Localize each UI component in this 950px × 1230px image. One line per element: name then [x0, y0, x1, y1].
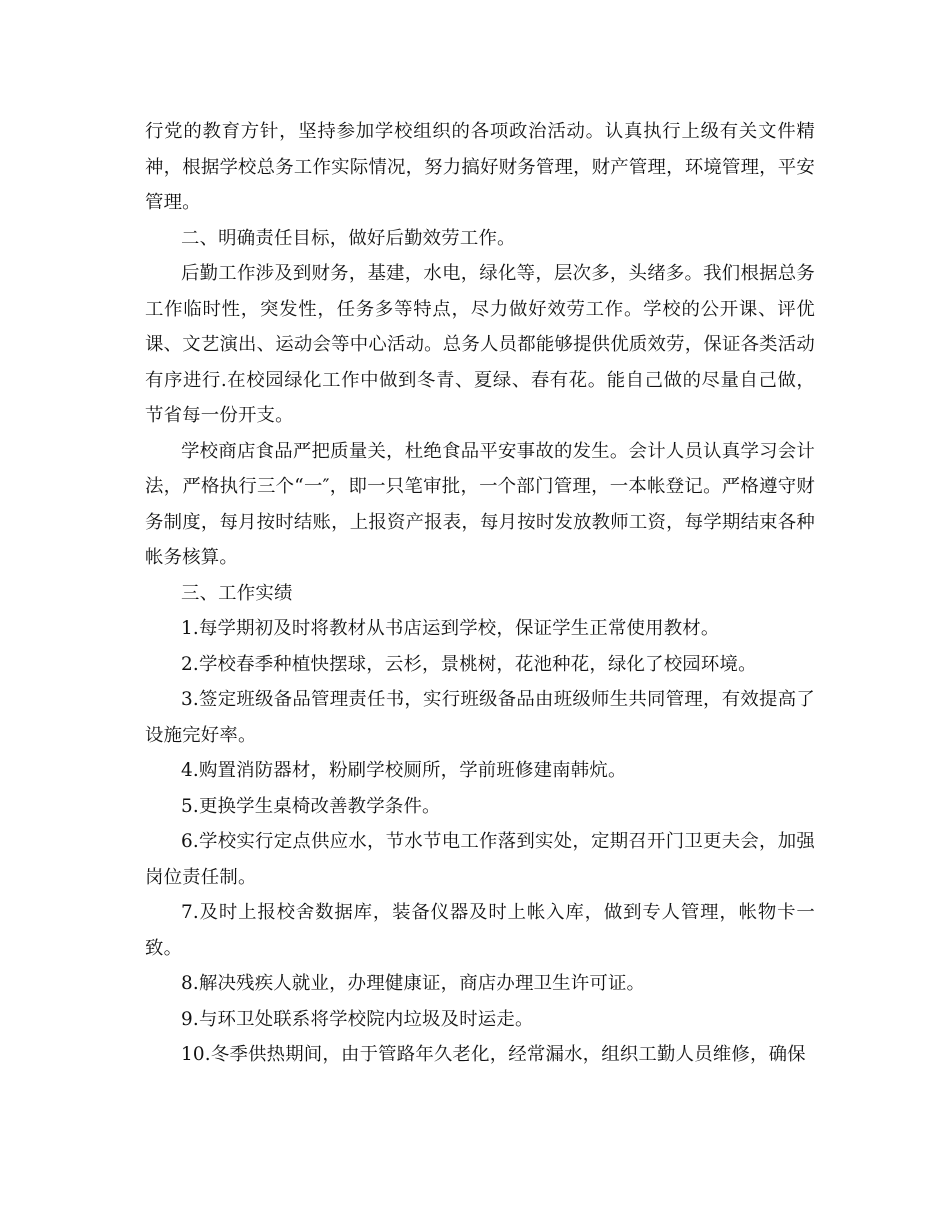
list-item-4: 4.购置消防器材，粉刷学校厕所，学前班修建南韩炕。 — [181, 760, 627, 781]
paragraph-logistics-service: 后勤工作涉及到财务，基建，水电，绿化等，层次多，头绪多。我们根据总务工作临时性，突发性，任务多等特点，尽力做好效劳工作。学校的公开课、评优课、文艺演出、运动会等中心活动。总务人员都能够提供优质效劳，保证各类活动有序进行.在校园绿化工作中做到冬青、夏绿、春有花。能自己做的尽量自己做，节省每一份开支。 — [145, 263, 815, 426]
list-item-3: 3.签定班级备品管理责任书，实行班级备品由班级师生共同管理，有效提高了设施完好率。 — [145, 689, 815, 746]
list-item-5: 5.更换学生桌椅改善教学条件。 — [181, 795, 441, 817]
list-item-1: 1.每学期初及时将教材从书店运到学校，保证学生正常使用教材。 — [181, 618, 720, 639]
list-item-9: 9.与环卫处联系将学校院内垃圾及时运走。 — [181, 1008, 534, 1030]
paragraph-shop-accounting: 学校商店食品严把质量关，杜绝食品平安事故的发生。会计人员认真学习会计法，严格执行三个“一″，即一只笔审批，一个部门管理，一本帐登记。严格遵守财务制度，每月按时结账，上报资产报表，每月按时发放教师工资，每学期结束各种帐务核算。 — [145, 440, 815, 568]
list-item-6: 6.学校实行定点供应水，节水节电工作落到实处，定期召开门卫更夫会，加强岗位责任制。 — [145, 831, 815, 888]
list-item-2: 2.学校春季种植快摆球，云杉，景桃树，花池种花，绿化了校园环境。 — [181, 653, 757, 675]
paragraph-finance-management: 行党的教育方针，坚持参加学校组织的各项政治活动。认真执行上级有关文件精神，根据学校总务工作实际情况，努力搞好财务管理，财产管理，环境管理，平安管理。 — [145, 121, 815, 213]
heading-section-three: 三、工作实绩 — [181, 582, 293, 604]
heading-section-two: 二、明确责任目标，做好后勤效劳工作。 — [181, 227, 516, 249]
list-item-7: 7.及时上报校舍数据库，装备仪器及时上帐入库，做到专人管理，帐物卡一致。 — [145, 902, 815, 959]
list-item-10: 10.冬季供热期间，由于管路年久老化，经常漏水，组织工勤人员维修，确保 — [181, 1044, 806, 1065]
list-item-8: 8.解决残疾人就业，办理健康证，商店办理卫生许可证。 — [181, 973, 646, 994]
document-body — [145, 114, 815, 1073]
